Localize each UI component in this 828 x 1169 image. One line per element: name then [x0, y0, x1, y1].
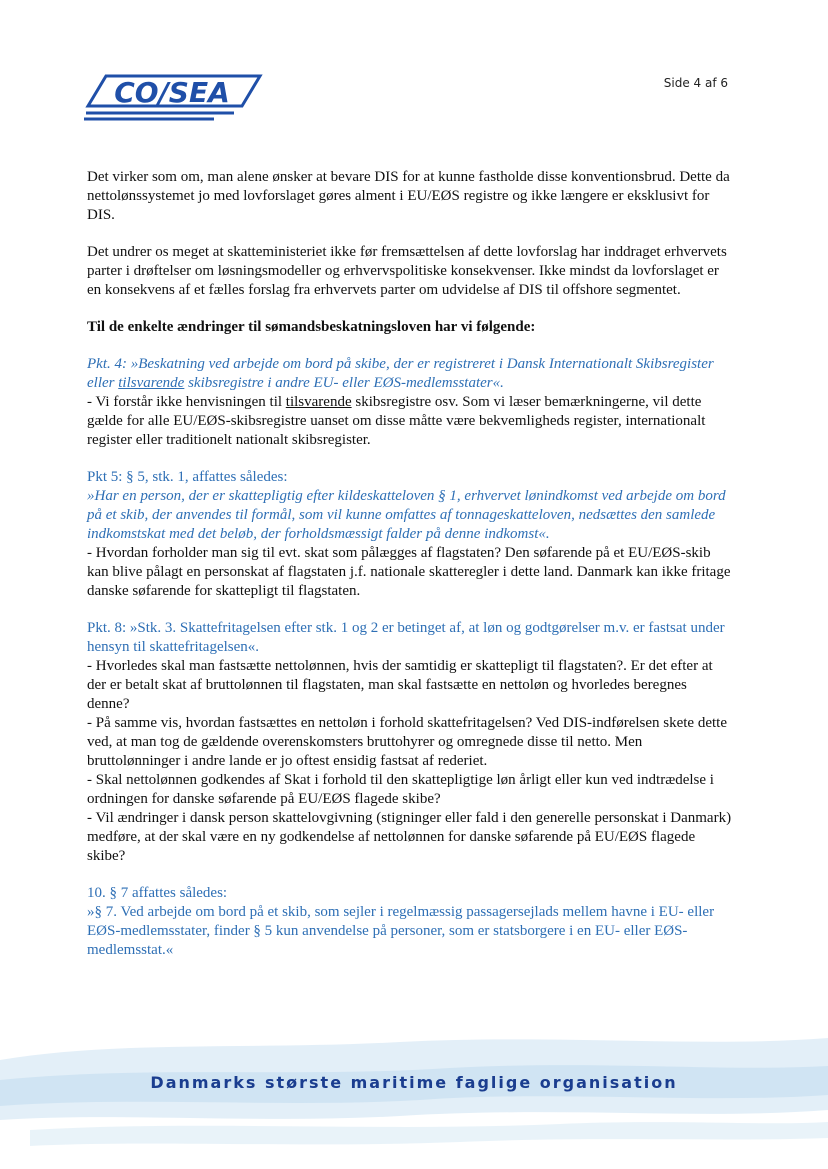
paragraph-conventions: Det virker som om, man alene ønsker at bevare DIS for at kunne fastholde disse konventionsbrud. Dette da nettolønssystemet jo med lovforslaget gøres alment i EU/EØS registre og ikke længere er eksklusivt for DIS.: [87, 169, 730, 223]
pkt8-comment-2: - På samme vis, hvordan fastsættes en nettoløn i forhold skattefritagelsen? Ved DIS-indførelsen skete dette ved, at man tog de gældende overenskomsters bruttohyrer og omregnede disse til netto. Men bruttolønninger i andre lande er jo oftest ensidig fastsat af rederiet.: [87, 715, 727, 769]
pkt10-section: [87, 884, 732, 960]
pkt8-quote: Pkt. 8: »Stk. 3. Skattefritagelsen efter stk. 1 og 2 er betinget af, at løn og godtgørelser m.v. er fastsat under hensyn til skattefritagelsen«.: [87, 620, 725, 655]
pkt4-quote: Pkt. 4: »Beskatning ved arbejde om bord på skibe, der er registreret i Dansk Internationalt Skibsregister eller tilsvarende skibsregistre i andre EU- eller EØS-medlemsstater«.: [87, 356, 714, 391]
pkt4-comment: - Vi forstår ikke henvisningen til tilsvarende skibsregistre osv. Som vi læser bemærkningerne, vil dette gælde for alle EU/EØS-skibsregistre uanset om disse måtte være bekvemligheds register, internationalt register eller traditionelt nationalt skibsregister.: [87, 394, 706, 448]
letter-body: [87, 168, 732, 978]
footer-wave-graphic: [0, 1020, 828, 1169]
pkt8-section: [87, 619, 732, 866]
svg-text:CO/SEA: CO/SEA: [114, 76, 230, 109]
page-number: Side 4 af 6: [663, 76, 728, 90]
pkt5-comment: - Hvordan forholder man sig til evt. skat som pålægges af flagstaten? Den søfarende på et EU/EØS-skib kan blive pålagt en personskat af flagstaten j.f. nationale skatteregler i dette land. Danmark kan ikke fritage danske søfarende for skattepligt til flagstaten.: [87, 545, 731, 599]
pkt5-section: [87, 468, 732, 601]
pkt5-intro: Pkt 5: § 5, stk. 1, affattes således:: [87, 469, 288, 485]
pkt8-comment-1: - Hvorledes skal man fastsætte nettolønnen, hvis der samtidig er skattepligt til flagstaten?. Er det efter at der er betalt skat af bruttolønnen til flagstaten, man skal fastsætte en nettoløn og hvorledes beregnes denne?: [87, 658, 713, 712]
paragraph-ministry: Det undrer os meget at skatteministeriet ikke før fremsættelsen af dette lovforslag har inddraget erhvervets parter i drøftelser om løsningsmodeller og erhvervspolitiske konsekvenser. Ikke mindst da lovforslaget er en konsekvens af et fælles forslag fra erhvervets parter om udvidelse af DIS til offshore segmentet.: [87, 244, 727, 298]
cosea-logo: [84, 72, 264, 128]
pkt4-section: [87, 355, 732, 450]
pkt5-quote: »Har en person, der er skattepligtig efter kildeskatteloven § 1, erhvervet lønindkomst ved arbejde om bord på et skib, der anvendes til formål, som vil kunne omfattes af tonnageskatteloven, nedsættes den samlede indkomstskat med det beløb, der forholdsmæssigt falder på denne indkomst«.: [87, 488, 726, 542]
pkt10-intro: 10. § 7 affattes således:: [87, 885, 228, 901]
pkt8-comment-4: - Vil ændringer i dansk person skattelovgivning (stigninger eller fald i den generelle personskat i Danmark) medføre, at der skal være en ny godkendelse af nettolønnen for danske søfarende på EU/EØS flagede skibe?: [87, 810, 732, 864]
pkt8-comment-3: - Skal nettolønnen godkendes af Skat i forhold til den skattepligtige løn årligt eller kun ved indtrædelse i ordningen for danske søfarende på EU/EØS flagede skibe?: [87, 772, 714, 807]
pkt10-quote: »§ 7. Ved arbejde om bord på et skib, som sejler i regelmæssig passagersejlads mellem havne i EU- eller EØS-medlemsstater, finder § 5 kun anvendelse på personer, som er statsborgere i en EU- eller EØS-medlemsstat.«: [87, 904, 715, 958]
section-heading: Til de enkelte ændringer til sømandsbeskatningsloven har vi følgende:: [87, 319, 536, 335]
footer-tagline: Danmarks største maritime faglige organisation: [150, 1073, 678, 1092]
